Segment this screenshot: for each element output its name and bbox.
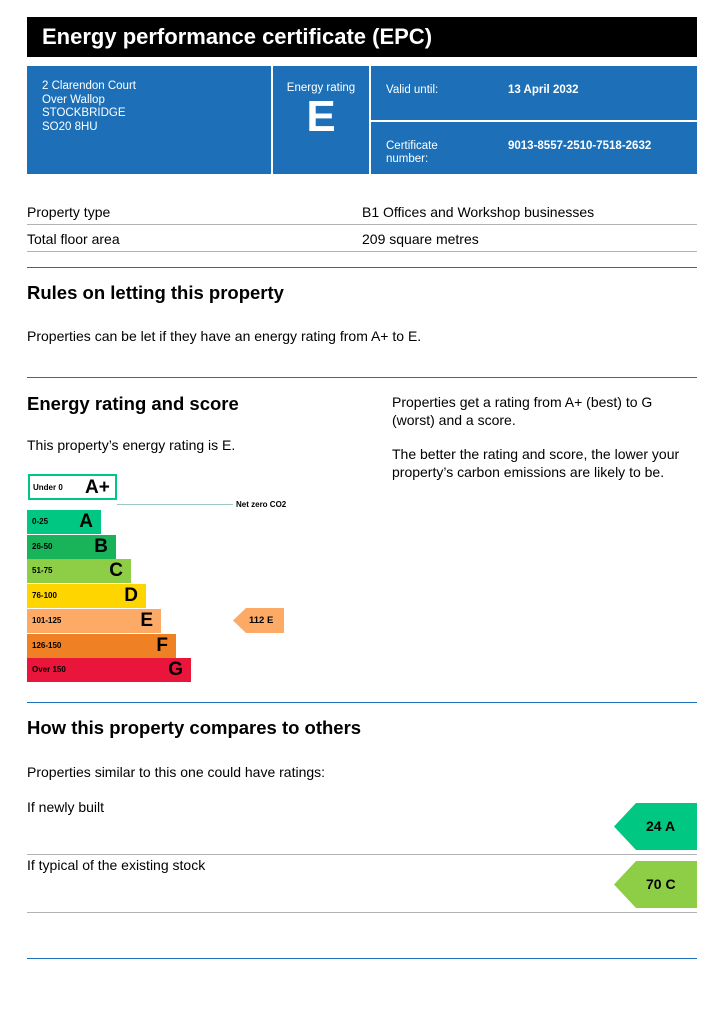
valid-until-label: Valid until: [386, 84, 439, 96]
rating-intro: This property’s energy rating is E. [27, 437, 236, 453]
compare-row-existing-stock [27, 855, 697, 913]
band-g [27, 658, 191, 682]
section-divider [27, 958, 697, 959]
current-rating-value: 112 E [249, 615, 274, 626]
rating-explanation-1-line-1: Properties get a rating from A+ (best) to G [392, 394, 653, 410]
rating-explanation-1-line-2: (worst) and a score. [392, 412, 516, 428]
address-line-3: STOCKBRIDGE [42, 107, 126, 119]
compare-rating-value: 70 C [646, 876, 676, 892]
band-g-range: Over 150 [32, 665, 66, 674]
section-divider [27, 702, 697, 703]
compare-rating-arrow [614, 861, 697, 908]
certificate-number-box [371, 122, 697, 174]
compare-row-newly-built [27, 797, 697, 855]
energy-rating-label: Energy rating [286, 82, 356, 94]
band-c-range: 51-75 [32, 566, 53, 575]
title-bar [27, 17, 697, 57]
valid-until-box [371, 66, 697, 120]
floor-area-label: Total floor area [27, 231, 120, 247]
rating-explanation-2 [392, 445, 679, 481]
compare-intro: Properties similar to this one could have ratings: [27, 764, 326, 780]
band-d-letter: D [124, 585, 138, 606]
band-d [27, 584, 146, 608]
band-a-letter: A [79, 511, 93, 532]
floor-area-value: 209 square metres [362, 231, 479, 247]
band-f-letter: F [156, 635, 168, 656]
address-line-4: SO20 8HU [42, 120, 98, 133]
band-b-letter: B [94, 536, 108, 557]
band-a [27, 510, 101, 534]
net-zero-label: Net zero CO2 [236, 500, 287, 509]
compare-row-label: If newly built [27, 799, 105, 815]
section-divider [27, 267, 697, 268]
band-a-range: 0-25 [32, 517, 49, 526]
certificate-number-value: 9013-8557-2510-7518-2632 [508, 140, 652, 152]
energy-rating-letter: E [306, 92, 336, 141]
energy-rating-box [273, 66, 369, 174]
section-divider [27, 377, 697, 378]
compare-rating-arrow [614, 803, 697, 850]
current-rating-pointer [233, 608, 284, 633]
property-type-label: Property type [27, 204, 111, 220]
band-aplus [28, 474, 117, 500]
address-line-1: 2 Clarendon Court [42, 80, 136, 92]
band-aplus-letter: A+ [85, 477, 110, 498]
band-f-range: 126-150 [32, 641, 62, 650]
band-c [27, 559, 131, 583]
net-zero-line [117, 504, 233, 505]
band-e-range: 101-125 [32, 616, 62, 625]
compare-row-label: If typical of the existing stock [27, 857, 206, 873]
band-c-letter: C [109, 560, 123, 581]
rating-explanation-1 [392, 393, 652, 429]
page-title: Energy performance certificate (EPC) [42, 24, 433, 49]
letting-text: Properties can be let if they have an energy rating from A+ to E. [27, 328, 422, 344]
band-aplus-range: Under 0 [33, 483, 63, 492]
valid-until-value: 13 April 2032 [508, 84, 579, 96]
rating-heading: Energy rating and score [27, 393, 239, 414]
compare-rating-value: 24 A [646, 818, 676, 834]
band-g-letter: G [168, 659, 183, 680]
letting-heading: Rules on letting this property [27, 282, 284, 303]
band-f [27, 634, 176, 658]
rating-explanation-2-line-2: property’s carbon emissions are likely to be. [392, 464, 665, 480]
compare-heading: How this property compares to others [27, 717, 362, 738]
certificate-label-line-2: number: [386, 153, 429, 165]
rating-explanation-2-line-1: The better the rating and score, the lower your [392, 446, 680, 462]
address-line-2: Over Wallop [42, 93, 105, 106]
band-b [27, 535, 116, 559]
property-type-value: B1 Offices and Workshop businesses [362, 204, 595, 220]
band-b-range: 26-50 [32, 542, 53, 551]
band-e-letter: E [140, 610, 153, 631]
floor-area-row [27, 225, 697, 252]
address-box [27, 66, 271, 174]
certificate-label-line-1: Certificate [386, 140, 438, 152]
property-type-row [27, 198, 697, 225]
band-d-range: 76-100 [32, 591, 57, 600]
band-e [27, 609, 161, 633]
